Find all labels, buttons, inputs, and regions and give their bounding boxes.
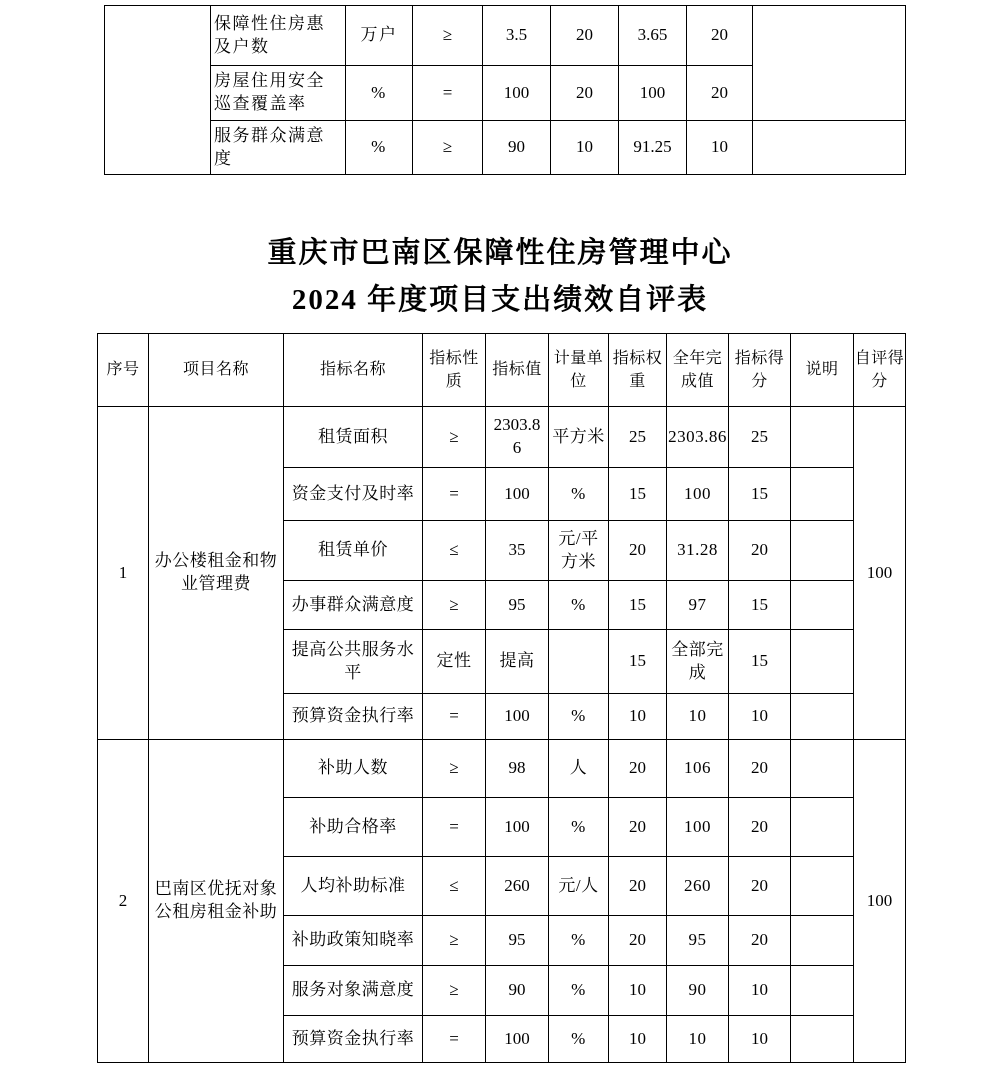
- indicator-name-cell: 办事群众满意度: [284, 581, 423, 630]
- target-cell: 3.5: [483, 6, 551, 66]
- unit-cell: %: [346, 66, 413, 121]
- score-cell: 15: [729, 468, 791, 521]
- top-left-empty-cell: [105, 6, 211, 175]
- indicator-name-cell: 租赁面积: [284, 407, 423, 468]
- note-cell: [791, 630, 854, 694]
- weight-cell: 10: [609, 1016, 667, 1063]
- seq-cell: 2: [98, 740, 149, 1063]
- doc-title-line1: 重庆市巴南区保障性住房管理中心: [267, 237, 733, 269]
- target-cell: 100: [486, 798, 549, 857]
- target-cell: 98: [486, 740, 549, 798]
- actual-cell: 2303.86: [667, 407, 729, 468]
- self-score-cell: 100: [854, 740, 906, 1063]
- nature-cell: ≥: [413, 6, 483, 66]
- doc-title: [0, 230, 1000, 324]
- actual-cell: 10: [667, 694, 729, 740]
- note-cell: [791, 468, 854, 521]
- score-cell: 25: [729, 407, 791, 468]
- header-actual: 全年完成值: [667, 334, 729, 407]
- header-score: 指标得分: [729, 334, 791, 407]
- target-cell: 95: [486, 581, 549, 630]
- weight-cell: 20: [609, 740, 667, 798]
- actual-cell: 100: [667, 798, 729, 857]
- unit-cell: 人: [549, 740, 609, 798]
- score-cell: 10: [687, 121, 753, 175]
- nature-cell: 定性: [423, 630, 486, 694]
- weight-cell: 10: [551, 121, 619, 175]
- weight-cell: 10: [609, 966, 667, 1016]
- self-eval-table: [97, 333, 906, 1063]
- unit-cell: %: [549, 468, 609, 521]
- actual-cell: 100: [667, 468, 729, 521]
- unit-cell: %: [549, 966, 609, 1016]
- indicator-name-cell: 保障性住房惠及户数: [211, 6, 346, 66]
- unit-cell: 元/人: [549, 857, 609, 916]
- target-cell: 100: [486, 1016, 549, 1063]
- note-cell: [791, 740, 854, 798]
- score-cell: 15: [729, 630, 791, 694]
- nature-cell: ≥: [423, 407, 486, 468]
- project-name-cell: 办公楼租金和物业管理费: [149, 407, 284, 740]
- note-cell: [791, 407, 854, 468]
- note-cell: [791, 581, 854, 630]
- unit-cell: [549, 630, 609, 694]
- project-name-cell: 巴南区优抚对象公租房租金补助: [149, 740, 284, 1063]
- nature-cell: ≥: [423, 581, 486, 630]
- weight-cell: 15: [609, 581, 667, 630]
- score-cell: 10: [729, 1016, 791, 1063]
- header-indicator-name: 指标名称: [284, 334, 423, 407]
- actual-cell: 97: [667, 581, 729, 630]
- unit-cell: %: [549, 581, 609, 630]
- unit-cell: 平方米: [549, 407, 609, 468]
- nature-cell: ≥: [423, 740, 486, 798]
- score-cell: 20: [687, 6, 753, 66]
- weight-cell: 20: [609, 916, 667, 966]
- indicator-name-cell: 补助人数: [284, 740, 423, 798]
- note-cell: [791, 521, 854, 581]
- unit-cell: %: [549, 1016, 609, 1063]
- nature-cell: =: [423, 468, 486, 521]
- score-cell: 20: [687, 66, 753, 121]
- actual-cell: 全部完成: [667, 630, 729, 694]
- note-cell: [753, 6, 906, 121]
- score-cell: 20: [729, 857, 791, 916]
- indicator-name-cell: 房屋住用安全巡查覆盖率: [211, 66, 346, 121]
- weight-cell: 20: [551, 6, 619, 66]
- actual-cell: 90: [667, 966, 729, 1016]
- target-cell: 95: [486, 916, 549, 966]
- table-row: [98, 740, 906, 798]
- score-cell: 20: [729, 798, 791, 857]
- actual-cell: 31.28: [667, 521, 729, 581]
- header-target: 指标值: [486, 334, 549, 407]
- score-cell: 10: [729, 694, 791, 740]
- weight-cell: 10: [609, 694, 667, 740]
- actual-cell: 91.25: [619, 121, 687, 175]
- table-row: [98, 407, 906, 468]
- target-cell: 35: [486, 521, 549, 581]
- note-cell: [791, 857, 854, 916]
- nature-cell: ≥: [413, 121, 483, 175]
- target-cell: 提高: [486, 630, 549, 694]
- note-cell: [791, 916, 854, 966]
- nature-cell: =: [413, 66, 483, 121]
- indicator-name-cell: 预算资金执行率: [284, 694, 423, 740]
- nature-cell: =: [423, 798, 486, 857]
- weight-cell: 15: [609, 630, 667, 694]
- target-cell: 100: [486, 694, 549, 740]
- header-weight: 指标权重: [609, 334, 667, 407]
- indicator-name-cell: 预算资金执行率: [284, 1016, 423, 1063]
- note-cell: [753, 121, 906, 175]
- weight-cell: 20: [609, 521, 667, 581]
- header-row: [98, 334, 906, 407]
- nature-cell: ≥: [423, 916, 486, 966]
- weight-cell: 20: [551, 66, 619, 121]
- unit-cell: 万户: [346, 6, 413, 66]
- self-score-cell: 100: [854, 407, 906, 740]
- indicator-name-cell: 补助政策知晓率: [284, 916, 423, 966]
- target-cell: 100: [483, 66, 551, 121]
- unit-cell: %: [549, 916, 609, 966]
- header-note: 说明: [791, 334, 854, 407]
- indicator-name-cell: 提高公共服务水平: [284, 630, 423, 694]
- actual-cell: 10: [667, 1016, 729, 1063]
- note-cell: [791, 1016, 854, 1063]
- nature-cell: ≥: [423, 966, 486, 1016]
- target-cell: 90: [483, 121, 551, 175]
- doc-title-line2: 2024 年度项目支出绩效自评表: [291, 284, 709, 316]
- unit-cell: %: [549, 798, 609, 857]
- actual-cell: 3.65: [619, 6, 687, 66]
- indicator-name-cell: 补助合格率: [284, 798, 423, 857]
- header-self-score: 自评得分: [854, 334, 906, 407]
- nature-cell: ≤: [423, 521, 486, 581]
- actual-cell: 106: [667, 740, 729, 798]
- score-cell: 10: [729, 966, 791, 1016]
- note-cell: [791, 694, 854, 740]
- indicator-name-cell: 租赁单价: [284, 521, 423, 581]
- nature-cell: =: [423, 1016, 486, 1063]
- indicator-name-cell: 服务对象满意度: [284, 966, 423, 1016]
- unit-cell: 元/平方米: [549, 521, 609, 581]
- header-unit: 计量单位: [549, 334, 609, 407]
- indicator-name-cell: 资金支付及时率: [284, 468, 423, 521]
- target-cell: 2303.86: [486, 407, 549, 468]
- note-cell: [791, 798, 854, 857]
- nature-cell: ≤: [423, 857, 486, 916]
- weight-cell: 15: [609, 468, 667, 521]
- header-seq: 序号: [98, 334, 149, 407]
- header-project-name: 项目名称: [149, 334, 284, 407]
- target-cell: 90: [486, 966, 549, 1016]
- seq-cell: 1: [98, 407, 149, 740]
- actual-cell: 95: [667, 916, 729, 966]
- target-cell: 260: [486, 857, 549, 916]
- note-cell: [791, 966, 854, 1016]
- header-nature: 指标性质: [423, 334, 486, 407]
- actual-cell: 100: [619, 66, 687, 121]
- top-table: [104, 5, 906, 175]
- score-cell: 20: [729, 521, 791, 581]
- unit-cell: %: [549, 694, 609, 740]
- unit-cell: %: [346, 121, 413, 175]
- score-cell: 20: [729, 740, 791, 798]
- nature-cell: =: [423, 694, 486, 740]
- actual-cell: 260: [667, 857, 729, 916]
- indicator-name-cell: 人均补助标准: [284, 857, 423, 916]
- indicator-name-cell: 服务群众满意度: [211, 121, 346, 175]
- weight-cell: 25: [609, 407, 667, 468]
- score-cell: 20: [729, 916, 791, 966]
- weight-cell: 20: [609, 857, 667, 916]
- score-cell: 15: [729, 581, 791, 630]
- target-cell: 100: [486, 468, 549, 521]
- weight-cell: 20: [609, 798, 667, 857]
